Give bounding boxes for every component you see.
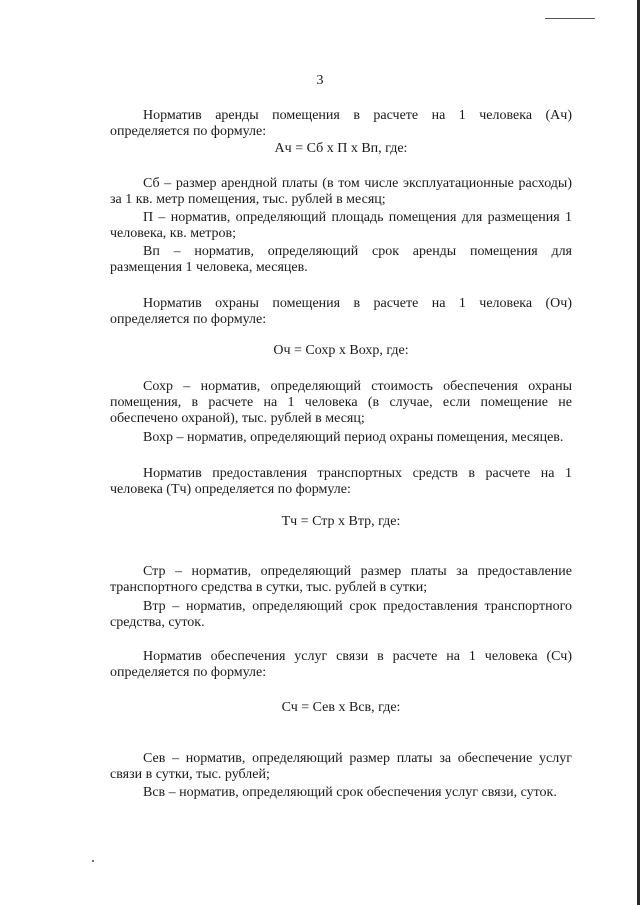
rent-formula: Ач = Сб х П х Вп, где: (274, 141, 408, 156)
scan-mark (545, 18, 595, 19)
scan-dot (92, 860, 94, 862)
security-intro: Норматив охраны помещения в расчете на 1 человека (Оч) определяется по формуле: (110, 296, 572, 327)
rent-intro: Норматив аренды помещения в расчете на 1 человека (Ач) определяется по формуле: (110, 108, 572, 139)
transport-def-vtr: Втр – норматив, определяющий срок предоставления транспортного средства, суток. (110, 599, 572, 630)
communication-def-vsv: Всв – норматив, определяющий срок обеспечения услуг связи, суток. (143, 785, 557, 800)
communication-intro: Норматив обеспечения услуг связи в расчете на 1 человека (Сч) определяется по формуле: (110, 649, 572, 680)
transport-def-str: Стр – норматив, определяющий размер платы за предоставление транспортного средства в сутки, тыс. рублей в сутки; (110, 564, 572, 595)
transport-formula: Тч = Стр х Втр, где: (281, 514, 401, 529)
rent-def-p: П – норматив, определяющий площадь помещения для размещения 1 человека, кв. метров; (110, 210, 572, 241)
security-def-vohr: Вохр – норматив, определяющий период охраны помещения, месяцев. (143, 430, 564, 445)
communication-formula: Сч = Сев х Всв, где: (281, 700, 401, 715)
rent-def-sb: Сб – размер арендной платы (в том числе эксплуатационные расходы) за 1 кв. метр помещения, тыс. рублей в месяц; (110, 176, 572, 207)
page-number: 3 (316, 73, 324, 88)
security-def-sohr: Сохр – норматив, определяющий стоимость обеспечения охраны помещения, в расчете на 1 человека (в случае, если помещение не обеспечено охраной), тыс. рублей в месяц; (110, 379, 572, 426)
security-formula: Оч = Сохр х Вохр, где: (273, 343, 409, 358)
communication-def-sev: Сев – норматив, определяющий размер платы за обеспечение услуг связи в сутки, тыс. рублей; (110, 751, 572, 782)
rent-def-vp: Вп – норматив, определяющий срок аренды помещения для размещения 1 человека, месяцев. (110, 244, 572, 275)
transport-intro: Норматив предоставления транспортных средств в расчете на 1 человека (Тч) определяется по формуле: (110, 466, 572, 497)
